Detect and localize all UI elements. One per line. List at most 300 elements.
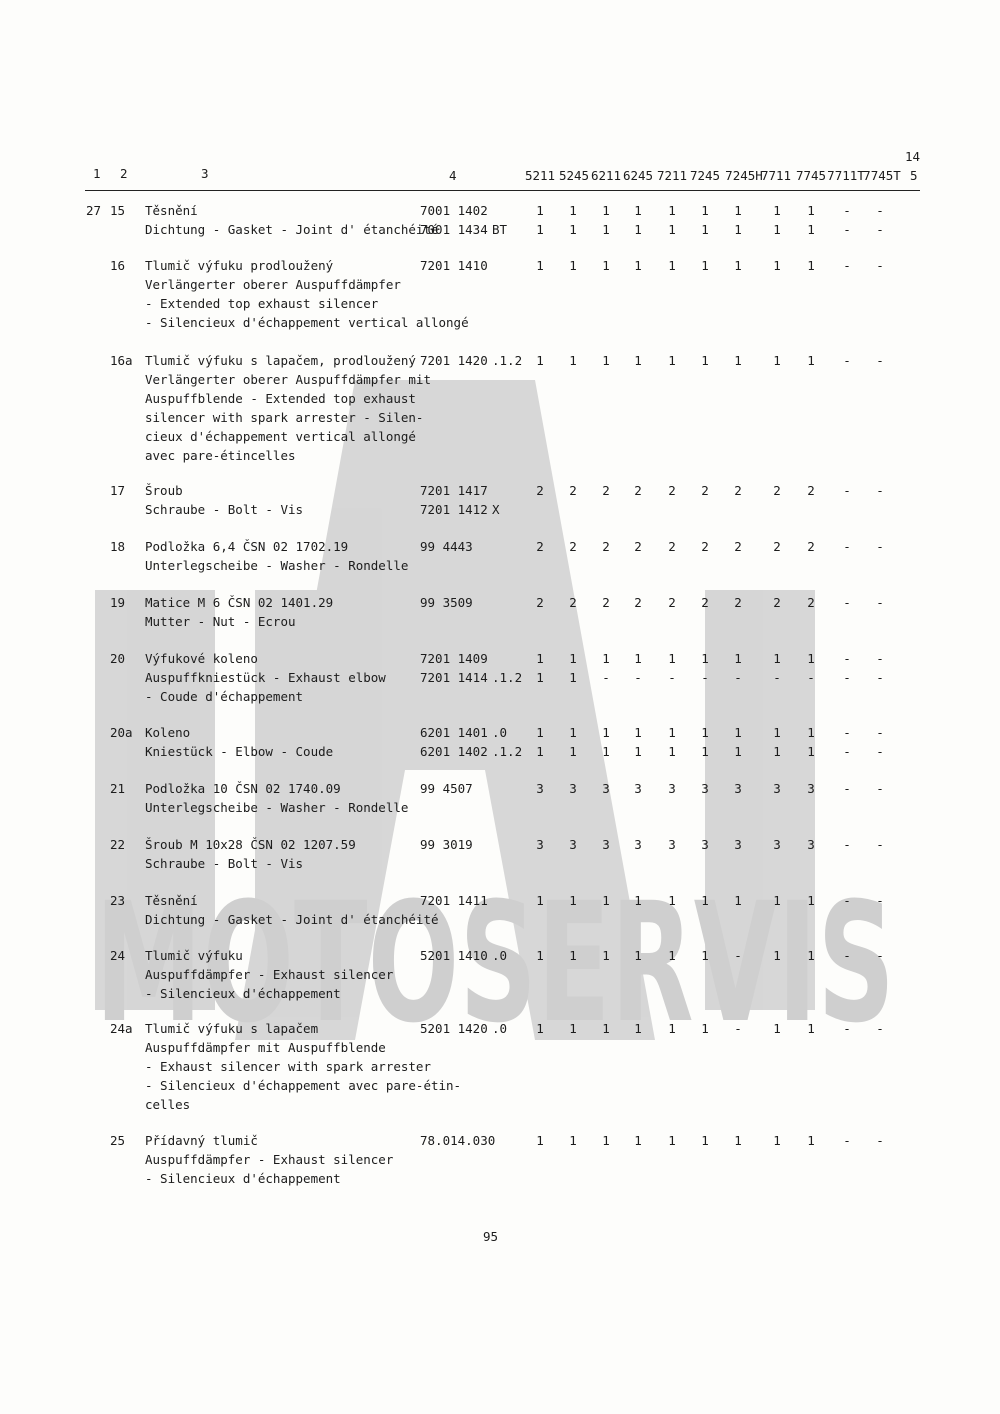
- description-line: Tlumič výfuku: [145, 948, 243, 963]
- quantity-5245: 3: [569, 837, 577, 852]
- quantity-7711: 1: [773, 948, 781, 963]
- quantity-6211: 3: [602, 837, 610, 852]
- quantity-7711T: -: [843, 539, 851, 554]
- quantity-7711: 1: [773, 222, 781, 237]
- position-number: 21: [110, 781, 126, 796]
- column-header-5: 5: [910, 168, 918, 183]
- model-header-5245: 5245: [558, 168, 590, 183]
- quantity-7711: 1: [773, 725, 781, 740]
- quantity-7745T: -: [876, 353, 884, 368]
- position-number: 25: [110, 1133, 126, 1148]
- column-header-2: 2: [120, 166, 128, 181]
- quantity-7211: 1: [668, 1021, 676, 1036]
- quantity-7245H: 2: [734, 595, 742, 610]
- column-header-4: 4: [449, 168, 457, 183]
- part-note: .0: [492, 725, 508, 740]
- quantity-7745: 1: [807, 258, 815, 273]
- quantity-6245: 1: [634, 258, 642, 273]
- quantity-5245: 1: [569, 744, 577, 759]
- description-line: Unterlegscheibe - Washer - Rondelle: [145, 800, 409, 815]
- position-number: 17: [110, 483, 126, 498]
- quantity-5211: 1: [536, 651, 544, 666]
- part-number: 5201 1410: [420, 948, 488, 963]
- description-line: Podložka 10 ČSN 02 1740.09: [145, 781, 341, 796]
- part-number: 6201 1401: [420, 725, 488, 740]
- quantity-7711: 1: [773, 1021, 781, 1036]
- model-header-7711: 7711: [760, 168, 792, 183]
- description-line: Těsnění: [145, 893, 198, 908]
- quantity-7245: 2: [701, 539, 709, 554]
- watermark-brand-text: MOTOSERVIS: [95, 867, 895, 1040]
- quantity-7245: 1: [701, 744, 709, 759]
- quantity-6211: 2: [602, 539, 610, 554]
- description-line: Schraube - Bolt - Vis: [145, 856, 304, 871]
- description-line: Šroub: [145, 483, 183, 498]
- description-line: silencer with spark arrester - Silen-: [145, 410, 424, 425]
- quantity-5245: 1: [569, 222, 577, 237]
- model-header-6211: 6211: [590, 168, 622, 183]
- description-line: Verlängerter oberer Auspuffdämpfer mit: [145, 372, 431, 387]
- quantity-7745T: -: [876, 1021, 884, 1036]
- part-number: 7201 1420: [420, 353, 488, 368]
- description-line: Auspuffkniestück - Exhaust elbow: [145, 670, 386, 685]
- quantity-6211: 1: [602, 1021, 610, 1036]
- quantity-7745T: -: [876, 595, 884, 610]
- quantity-7211: 3: [668, 837, 676, 852]
- part-number: 99 3509: [420, 595, 473, 610]
- part-description: [145, 481, 303, 519]
- column-header-1: 1: [93, 166, 101, 181]
- quantity-7711: 3: [773, 837, 781, 852]
- part-number: 5201 1420: [420, 1021, 488, 1036]
- description-line: Tlumič výfuku s lapačem, prodloužený: [145, 353, 416, 368]
- quantity-5211: 1: [536, 1021, 544, 1036]
- quantity-5211: 1: [536, 222, 544, 237]
- part-number: 7201 1410: [420, 258, 488, 273]
- quantity-7745: 1: [807, 725, 815, 740]
- part-number: 7001 1402: [420, 203, 488, 218]
- description-line: Kniestück - Elbow - Coude: [145, 744, 334, 759]
- quantity-7711T: -: [843, 1133, 851, 1148]
- quantity-6211: 1: [602, 353, 610, 368]
- quantity-7245: 1: [701, 353, 709, 368]
- quantity-7245: 1: [701, 222, 709, 237]
- part-number: 6201 1402: [420, 744, 488, 759]
- position-number: 22: [110, 837, 126, 852]
- quantity-6245: 1: [634, 1021, 642, 1036]
- position-number: 16: [110, 258, 126, 273]
- column-header-3: 3: [201, 166, 209, 181]
- part-number: 7201 1411: [420, 893, 488, 908]
- part-number: 7001 1434: [420, 222, 488, 237]
- model-header-7745T: 7745T: [863, 168, 901, 183]
- quantity-5211: 1: [536, 258, 544, 273]
- quantity-5245: 1: [569, 651, 577, 666]
- quantity-6211: 1: [602, 222, 610, 237]
- description-line: celles: [145, 1097, 191, 1112]
- quantity-7711T: -: [843, 353, 851, 368]
- description-line: Unterlegscheibe - Washer - Rondelle: [145, 558, 409, 573]
- quantity-7711: 1: [773, 744, 781, 759]
- quantity-5245: 3: [569, 781, 577, 796]
- quantity-7711T: -: [843, 203, 851, 218]
- quantity-7211: -: [668, 670, 676, 685]
- quantity-7745T: -: [876, 837, 884, 852]
- quantity-7745: 1: [807, 353, 815, 368]
- quantity-7245H: 1: [734, 744, 742, 759]
- quantity-7211: 1: [668, 222, 676, 237]
- quantity-7211: 1: [668, 258, 676, 273]
- quantity-7745: 1: [807, 948, 815, 963]
- quantity-5245: 1: [569, 1133, 577, 1148]
- part-note: .1.2: [492, 744, 523, 759]
- description-line: Matice M 6 ČSN 02 1401.29: [145, 595, 334, 610]
- quantity-7245: 1: [701, 893, 709, 908]
- quantity-5211: 3: [536, 837, 544, 852]
- description-line: - Silencieux d'échappement vertical allongé: [145, 315, 469, 330]
- quantity-6211: 1: [602, 948, 610, 963]
- quantity-6211: 3: [602, 781, 610, 796]
- description-line: Šroub M 10x28 ČSN 02 1207.59: [145, 837, 356, 852]
- quantity-7245: 3: [701, 781, 709, 796]
- quantity-7211: 2: [668, 483, 676, 498]
- quantity-7711T: -: [843, 837, 851, 852]
- quantity-7211: 2: [668, 595, 676, 610]
- description-line: - Silencieux d'échappement: [145, 1171, 341, 1186]
- quantity-7745: 1: [807, 744, 815, 759]
- quantity-5245: 1: [569, 893, 577, 908]
- description-line: Výfukové koleno: [145, 651, 258, 666]
- quantity-7745T: -: [876, 258, 884, 273]
- model-header-7711T: 7711T: [827, 168, 865, 183]
- quantity-7245: 3: [701, 837, 709, 852]
- quantity-7245: 1: [701, 258, 709, 273]
- quantity-7745: 1: [807, 893, 815, 908]
- description-line: - Extended top exhaust silencer: [145, 296, 379, 311]
- part-number: 7201 1414: [420, 670, 488, 685]
- quantity-6245: 1: [634, 893, 642, 908]
- quantity-7211: 1: [668, 651, 676, 666]
- quantity-7245: 1: [701, 948, 709, 963]
- quantity-5211: 1: [536, 744, 544, 759]
- quantity-6245: 1: [634, 948, 642, 963]
- quantity-7745: 2: [807, 539, 815, 554]
- quantity-7245: 1: [701, 1021, 709, 1036]
- part-note: BT: [492, 222, 508, 237]
- quantity-6211: 2: [602, 483, 610, 498]
- quantity-7711: 2: [773, 539, 781, 554]
- quantity-5211: 1: [536, 725, 544, 740]
- description-line: Tlumič výfuku s lapačem: [145, 1021, 319, 1036]
- part-description: [145, 537, 408, 575]
- quantity-6245: 1: [634, 1133, 642, 1148]
- quantity-5245: 1: [569, 725, 577, 740]
- position-number: 20: [110, 651, 126, 666]
- page-ref-number: 14: [905, 149, 921, 164]
- quantity-5211: 3: [536, 781, 544, 796]
- part-description: [145, 946, 393, 1003]
- quantity-7711T: -: [843, 483, 851, 498]
- quantity-6245: 2: [634, 539, 642, 554]
- quantity-7245H: 1: [734, 651, 742, 666]
- part-number: 7201 1412: [420, 502, 488, 517]
- quantity-7745T: -: [876, 222, 884, 237]
- quantity-5245: 1: [569, 353, 577, 368]
- description-line: Tlumič výfuku prodloužený: [145, 258, 334, 273]
- quantity-7245H: 1: [734, 222, 742, 237]
- quantity-7711: 1: [773, 203, 781, 218]
- part-note: .0: [492, 1021, 508, 1036]
- model-header-7211: 7211: [656, 168, 688, 183]
- quantity-7745: 1: [807, 1133, 815, 1148]
- description-line: Dichtung - Gasket - Joint d' étanchéité: [145, 222, 439, 237]
- quantity-7711: 1: [773, 1133, 781, 1148]
- quantity-7245: -: [701, 670, 709, 685]
- model-header-7745: 7745: [795, 168, 827, 183]
- quantity-6245: 1: [634, 651, 642, 666]
- quantity-7211: 1: [668, 353, 676, 368]
- description-line: Auspuffdämpfer - Exhaust silencer: [145, 1152, 394, 1167]
- quantity-7745: 1: [807, 222, 815, 237]
- quantity-6211: 1: [602, 1133, 610, 1148]
- description-line: Auspuffblende - Extended top exhaust: [145, 391, 416, 406]
- quantity-6211: 1: [602, 651, 610, 666]
- position-number: 16a: [110, 353, 133, 368]
- part-note: .0: [492, 948, 508, 963]
- description-line: - Exhaust silencer with spark arrester: [145, 1059, 431, 1074]
- quantity-7745: 1: [807, 651, 815, 666]
- quantity-6245: 1: [634, 725, 642, 740]
- quantity-7211: 2: [668, 539, 676, 554]
- quantity-5211: 2: [536, 483, 544, 498]
- position-number: 24: [110, 948, 126, 963]
- quantity-7745T: -: [876, 670, 884, 685]
- quantity-7245H: 3: [734, 781, 742, 796]
- quantity-6211: 1: [602, 744, 610, 759]
- quantity-7711T: -: [843, 670, 851, 685]
- quantity-5245: 2: [569, 483, 577, 498]
- part-description: [145, 891, 439, 929]
- description-line: Auspuffdämpfer - Exhaust silencer: [145, 967, 394, 982]
- quantity-7245H: 2: [734, 539, 742, 554]
- model-header-5211: 5211: [524, 168, 556, 183]
- quantity-5245: 1: [569, 948, 577, 963]
- part-description: [145, 593, 333, 631]
- quantity-6211: 1: [602, 203, 610, 218]
- part-number: 99 4443: [420, 539, 473, 554]
- quantity-7245: 2: [701, 595, 709, 610]
- quantity-7711T: -: [843, 948, 851, 963]
- quantity-5211: 1: [536, 1133, 544, 1148]
- part-number: 99 4507: [420, 781, 473, 796]
- description-line: cieux d'échappement vertical allongé: [145, 429, 416, 444]
- quantity-6245: 2: [634, 595, 642, 610]
- quantity-5211: 1: [536, 893, 544, 908]
- description-line: Verlängerter oberer Auspuffdämpfer: [145, 277, 401, 292]
- header-rule: [85, 190, 920, 191]
- quantity-6245: 1: [634, 744, 642, 759]
- quantity-7245H: 1: [734, 893, 742, 908]
- quantity-6245: 1: [634, 203, 642, 218]
- quantity-7711T: -: [843, 651, 851, 666]
- quantity-7745T: -: [876, 539, 884, 554]
- quantity-7711: 3: [773, 781, 781, 796]
- quantity-7211: 1: [668, 1133, 676, 1148]
- quantity-7745T: -: [876, 744, 884, 759]
- quantity-7245H: 1: [734, 258, 742, 273]
- quantity-7745T: -: [876, 203, 884, 218]
- quantity-7711: 1: [773, 893, 781, 908]
- part-note: .1.2: [492, 353, 523, 368]
- quantity-7745: 1: [807, 1021, 815, 1036]
- quantity-7245: 1: [701, 725, 709, 740]
- quantity-7245: 1: [701, 203, 709, 218]
- quantity-5245: 1: [569, 670, 577, 685]
- quantity-6211: 1: [602, 725, 610, 740]
- part-number: 99 3019: [420, 837, 473, 852]
- quantity-7745T: -: [876, 893, 884, 908]
- part-number: 7201 1417: [420, 483, 488, 498]
- description-line: Schraube - Bolt - Vis: [145, 502, 304, 517]
- quantity-6245: 2: [634, 483, 642, 498]
- part-description: [145, 649, 386, 706]
- quantity-7745: -: [807, 670, 815, 685]
- position-number: 23: [110, 893, 126, 908]
- part-description: [145, 835, 356, 873]
- quantity-7745: 1: [807, 203, 815, 218]
- quantity-7711: 1: [773, 353, 781, 368]
- quantity-7745: 2: [807, 483, 815, 498]
- quantity-7245: 1: [701, 1133, 709, 1148]
- quantity-6211: 1: [602, 893, 610, 908]
- description-line: Přídavný tlumič: [145, 1133, 258, 1148]
- quantity-7211: 1: [668, 744, 676, 759]
- quantity-6245: 3: [634, 781, 642, 796]
- quantity-7711T: -: [843, 781, 851, 796]
- quantity-7711T: -: [843, 744, 851, 759]
- quantity-7211: 1: [668, 948, 676, 963]
- description-line: Mutter - Nut - Ecrou: [145, 614, 296, 629]
- quantity-6245: 1: [634, 222, 642, 237]
- quantity-7245H: 2: [734, 483, 742, 498]
- quantity-5245: 2: [569, 595, 577, 610]
- quantity-7711: 1: [773, 651, 781, 666]
- description-line: Podložka 6,4 ČSN 02 1702.19: [145, 539, 349, 554]
- quantity-7711T: -: [843, 725, 851, 740]
- quantity-7245: 2: [701, 483, 709, 498]
- description-line: - Coude d'échappement: [145, 689, 304, 704]
- quantity-5211: 1: [536, 353, 544, 368]
- description-line: Koleno: [145, 725, 191, 740]
- model-header-7245: 7245: [689, 168, 721, 183]
- part-description: [145, 723, 333, 761]
- quantity-7245H: -: [734, 948, 742, 963]
- position-number: 18: [110, 539, 126, 554]
- position-number: 24a: [110, 1021, 133, 1036]
- part-number: 7201 1409: [420, 651, 488, 666]
- page-number: 95: [483, 1229, 499, 1244]
- quantity-7245H: 1: [734, 203, 742, 218]
- part-number: 78.014.030: [420, 1133, 496, 1148]
- quantity-6245: -: [634, 670, 642, 685]
- quantity-6211: 2: [602, 595, 610, 610]
- section-number: 27: [86, 203, 102, 218]
- part-note: X: [492, 502, 500, 517]
- quantity-6245: 3: [634, 837, 642, 852]
- quantity-7745T: -: [876, 651, 884, 666]
- position-number: 20a: [110, 725, 133, 740]
- quantity-7711: 1: [773, 258, 781, 273]
- model-header-6245: 6245: [622, 168, 654, 183]
- description-line: Auspuffdämpfer mit Auspuffblende: [145, 1040, 386, 1055]
- description-line: avec pare-étincelles: [145, 448, 296, 463]
- part-description: [145, 1131, 393, 1188]
- quantity-5211: 1: [536, 670, 544, 685]
- quantity-6211: 1: [602, 258, 610, 273]
- quantity-5211: 2: [536, 595, 544, 610]
- quantity-7245H: 1: [734, 725, 742, 740]
- quantity-7245: 1: [701, 651, 709, 666]
- description-line: Dichtung - Gasket - Joint d' étanchéité: [145, 912, 439, 927]
- quantity-7745: 3: [807, 781, 815, 796]
- part-note: .1.2: [492, 670, 523, 685]
- quantity-6245: 1: [634, 353, 642, 368]
- quantity-7245H: 1: [734, 1133, 742, 1148]
- quantity-7745: 2: [807, 595, 815, 610]
- quantity-7245H: -: [734, 670, 742, 685]
- quantity-7211: 1: [668, 725, 676, 740]
- quantity-7211: 1: [668, 893, 676, 908]
- quantity-7745T: -: [876, 483, 884, 498]
- quantity-7711: 2: [773, 595, 781, 610]
- quantity-5245: 1: [569, 203, 577, 218]
- quantity-7745: 3: [807, 837, 815, 852]
- position-number: 19: [110, 595, 126, 610]
- quantity-5211: 1: [536, 948, 544, 963]
- quantity-7711T: -: [843, 1021, 851, 1036]
- quantity-7211: 1: [668, 203, 676, 218]
- quantity-7711: 2: [773, 483, 781, 498]
- quantity-7745T: -: [876, 725, 884, 740]
- quantity-5245: 2: [569, 539, 577, 554]
- part-description: [145, 351, 431, 465]
- quantity-7245H: 1: [734, 353, 742, 368]
- model-header-7245H: 7245H: [725, 168, 763, 183]
- part-description: [145, 779, 408, 817]
- quantity-7745T: -: [876, 781, 884, 796]
- quantity-7711T: -: [843, 258, 851, 273]
- quantity-7711T: -: [843, 595, 851, 610]
- description-line: Těsnění: [145, 203, 198, 218]
- description-line: - Silencieux d'échappement avec pare-étin-: [145, 1078, 462, 1093]
- quantity-7245H: -: [734, 1021, 742, 1036]
- quantity-6211: -: [602, 670, 610, 685]
- quantity-5211: 1: [536, 203, 544, 218]
- quantity-5245: 1: [569, 258, 577, 273]
- description-line: - Silencieux d'échappement: [145, 986, 341, 1001]
- quantity-7211: 3: [668, 781, 676, 796]
- quantity-7711T: -: [843, 222, 851, 237]
- quantity-5211: 2: [536, 539, 544, 554]
- position-number: 15: [110, 203, 126, 218]
- quantity-7745T: -: [876, 1133, 884, 1148]
- quantity-7711: -: [773, 670, 781, 685]
- quantity-7745T: -: [876, 948, 884, 963]
- quantity-7711T: -: [843, 893, 851, 908]
- quantity-7245H: 3: [734, 837, 742, 852]
- quantity-5245: 1: [569, 1021, 577, 1036]
- part-description: [145, 1019, 461, 1114]
